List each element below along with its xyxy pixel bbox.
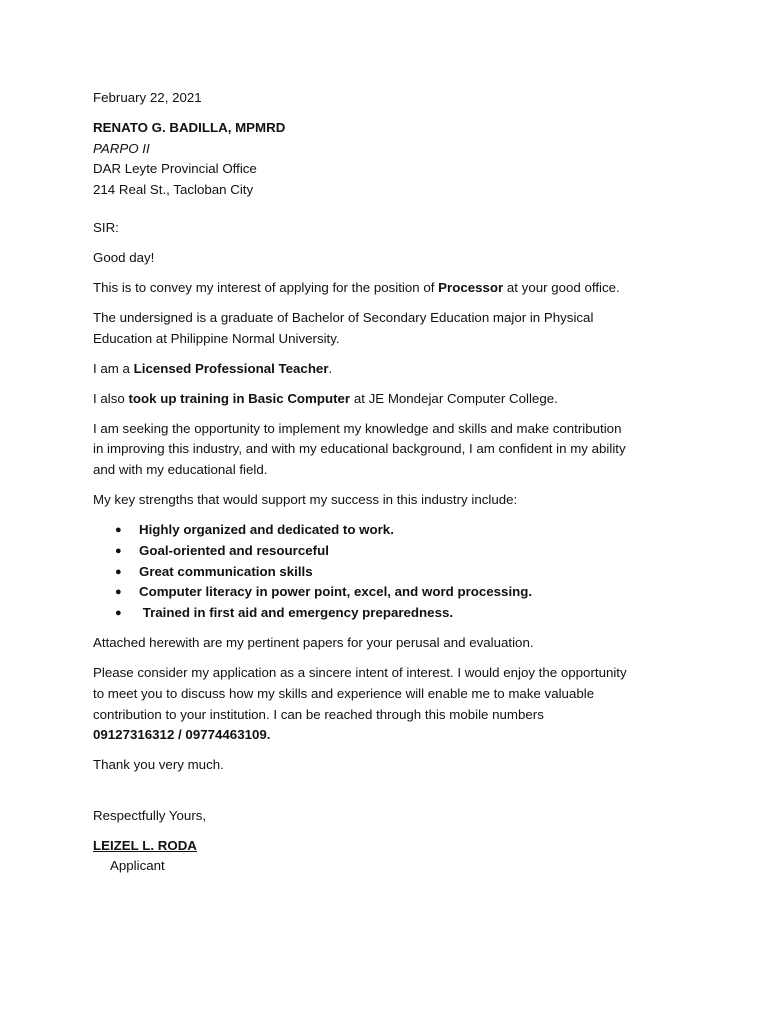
paragraph-attachments: Attached herewith are my pertinent papers for your perusal and evaluation. — [93, 635, 534, 651]
strength-text: Great communication skills — [139, 563, 313, 579]
paragraph-seeking — [93, 419, 683, 481]
paragraph-license — [93, 359, 683, 380]
recipient-address: 214 Real St., Tacloban City — [93, 181, 254, 197]
paragraph-request — [93, 663, 683, 745]
signer-name: LEIZEL L. RODA — [93, 837, 197, 853]
paragraph-education-line-1: The undersigned is a graduate of Bachelor of Secondary Education major in Physical — [93, 310, 594, 326]
closing: Respectfully Yours, — [93, 807, 207, 823]
paragraph-training-text-2: at JE Mondejar Computer College. — [350, 390, 558, 406]
strength-text: Highly organized and dedicated to work. — [139, 522, 394, 538]
paragraph-seeking-line-1: I am seeking the opportunity to implement my knowledge and skills and make contribution — [93, 420, 622, 436]
list-item — [93, 520, 683, 541]
paragraph-seeking-line-3: and with my educational field. — [93, 462, 268, 478]
list-item — [93, 541, 683, 562]
paragraph-position-text-2: at your good office. — [503, 280, 620, 296]
paragraph-license-text-1: I am a — [93, 360, 134, 376]
position-name: Processor — [438, 280, 504, 296]
bullet-icon: ● — [115, 524, 122, 537]
strength-text: Computer literacy in power point, excel, and word processing. — [139, 584, 533, 600]
license-title: Licensed Professional Teacher — [133, 360, 329, 376]
signature-block — [93, 836, 683, 877]
signer-title: Applicant — [110, 858, 165, 874]
salutation: SIR: — [93, 220, 119, 236]
letter-body — [93, 88, 683, 877]
bullet-icon: ● — [115, 565, 122, 578]
recipient-name: RENATO G. BADILLA, MPMRD — [93, 119, 286, 135]
list-item — [93, 562, 683, 583]
recipient-block — [93, 118, 683, 200]
paragraph-request-line-3: contribution to your institution. I can be reached through this mobile numbers — [93, 706, 544, 722]
paragraph-training — [93, 389, 683, 410]
paragraph-training-text-1: I also — [93, 390, 129, 406]
bullet-icon: ● — [115, 586, 122, 599]
thanks: Thank you very much. — [93, 757, 224, 773]
training-name: took up training in Basic Computer — [128, 390, 351, 406]
recipient-office: DAR Leyte Provincial Office — [93, 161, 257, 177]
bullet-icon: ● — [115, 544, 122, 557]
list-item — [93, 603, 683, 624]
greeting: Good day! — [93, 250, 155, 266]
strengths-list — [93, 520, 683, 624]
paragraph-license-text-2: . — [328, 360, 333, 376]
list-item — [93, 582, 683, 603]
paragraph-seeking-line-2: in improving this industry, and with my educational background, I am confident in my ability — [93, 441, 626, 457]
paragraph-education-line-2: Education at Philippine Normal University. — [93, 330, 340, 346]
paragraph-education — [93, 308, 683, 349]
strength-text: Goal-oriented and resourceful — [139, 542, 329, 558]
paragraph-request-line-2: to meet you to discuss how my skills and experience will enable me to make valuable — [93, 685, 595, 701]
paragraph-position — [93, 278, 683, 299]
strengths-intro: My key strengths that would support my success in this industry include: — [93, 492, 518, 508]
paragraph-position-text-1: This is to convey my interest of applying for the position of — [93, 280, 439, 296]
recipient-title: PARPO II — [93, 140, 150, 156]
strength-text: Trained in first aid and emergency preparedness. — [139, 605, 454, 621]
letter-date: February 22, 2021 — [93, 90, 202, 105]
phone-numbers: 09127316312 / 09774463109. — [93, 727, 271, 743]
paragraph-request-line-1: Please consider my application as a sincere intent of interest. I would enjoy the opportunity — [93, 665, 627, 681]
bullet-icon: ● — [115, 607, 122, 620]
